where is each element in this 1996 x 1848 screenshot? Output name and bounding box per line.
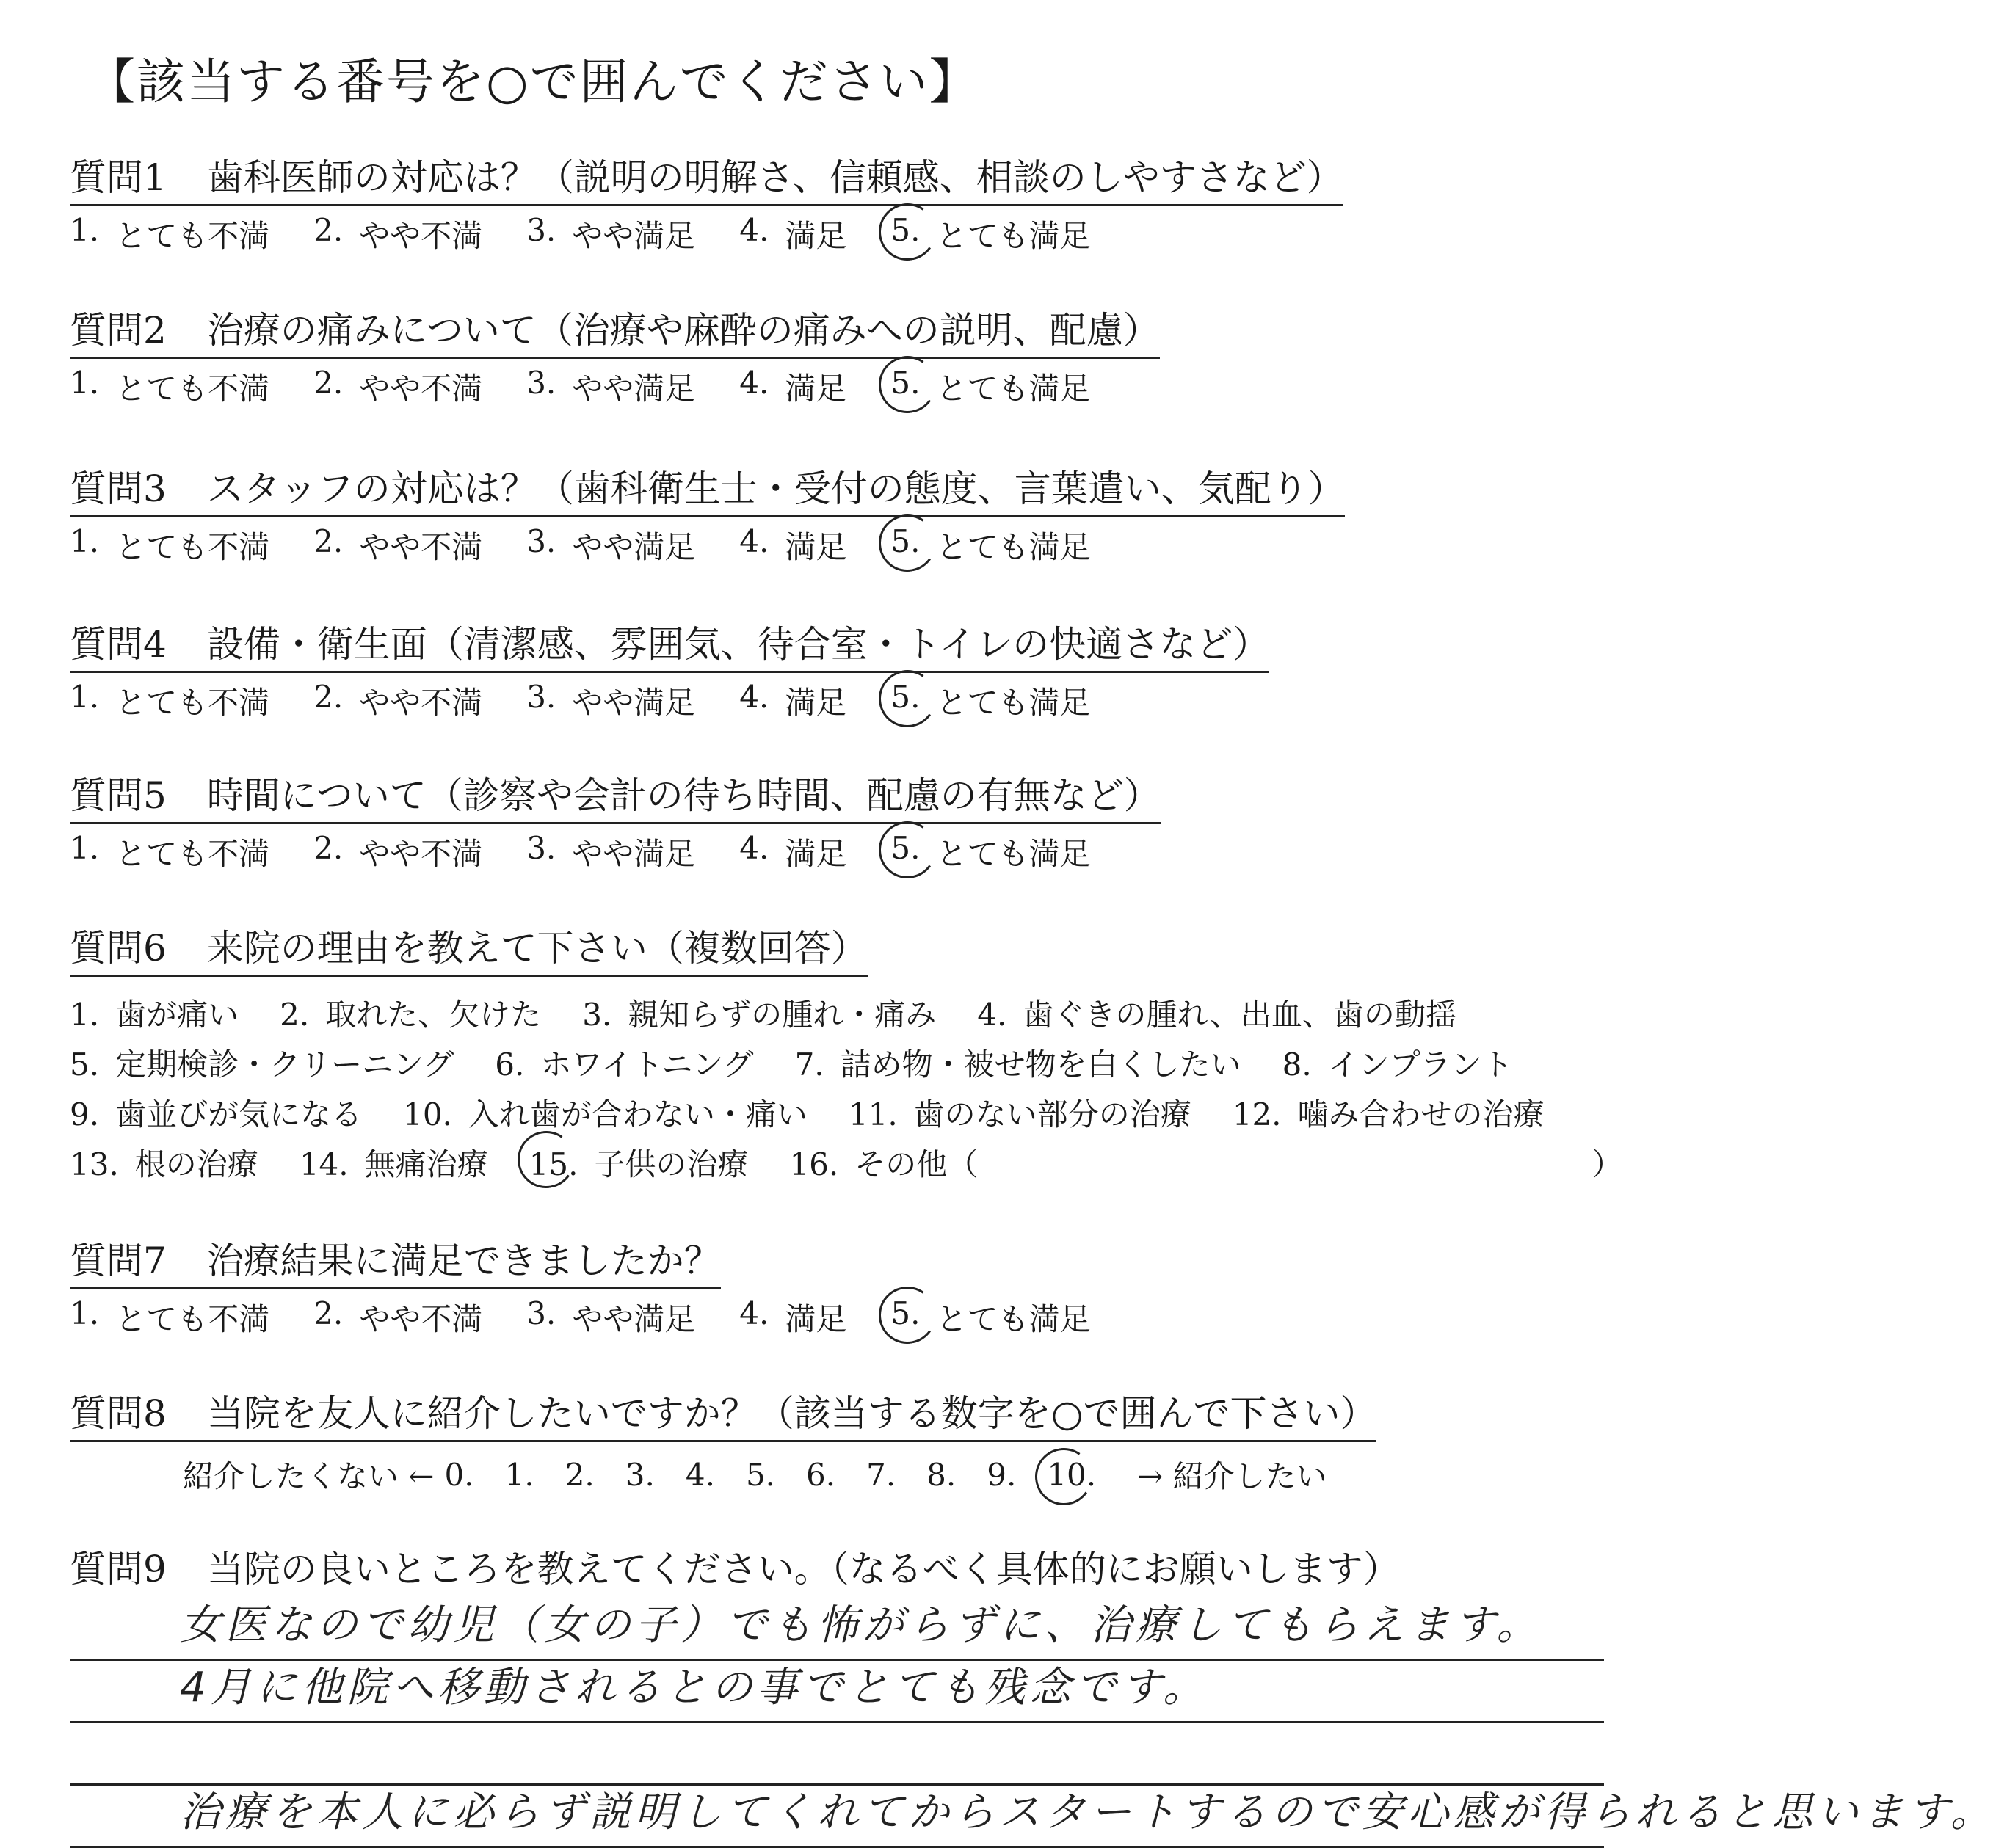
- option-number: 8.: [1282, 1047, 1312, 1083]
- question-8: [70, 1384, 1376, 1496]
- question-number: 質問4: [70, 623, 167, 666]
- option-3[interactable]: [526, 1295, 695, 1339]
- option-label: 歯ぐきの腫れ、出血、歯の動揺: [1023, 997, 1456, 1033]
- option-3[interactable]: [526, 523, 695, 567]
- option-label: 歯が痛い: [115, 997, 239, 1033]
- option-number: 1.: [70, 523, 100, 559]
- option-11[interactable]: [849, 1090, 1191, 1140]
- option-3[interactable]: [526, 212, 695, 256]
- question-number: 質問1: [70, 156, 167, 199]
- option-2[interactable]: [313, 365, 482, 409]
- question-number: 質問9: [70, 1548, 167, 1590]
- option-number: 5.: [70, 1047, 100, 1083]
- option-label: やや満足: [572, 685, 696, 721]
- option-number: 4.: [685, 1456, 715, 1493]
- option-label: とても不満: [115, 371, 270, 407]
- option-5[interactable]: [70, 1040, 454, 1090]
- question-title: [70, 1540, 1400, 1593]
- option-number: 4.: [739, 679, 769, 715]
- option-label: 根の治療: [134, 1146, 258, 1182]
- option-label: 満足: [785, 529, 847, 565]
- option-4[interactable]: [977, 990, 1456, 1040]
- answer-line[interactable]: [70, 1661, 1604, 1723]
- option-5[interactable]: [890, 523, 1090, 567]
- option-label: やや不満: [359, 218, 483, 254]
- option-15[interactable]: [529, 1140, 749, 1190]
- option-number: 3.: [582, 997, 612, 1033]
- question-text: 歯科医師の対応は？（説明の明解さ、信頼感、相談のしやすさなど）: [206, 156, 1343, 199]
- option-label: インプラント: [1327, 1047, 1513, 1083]
- option-label: 満足: [785, 1301, 847, 1337]
- options-row: [70, 990, 1622, 1040]
- option-number: 3.: [526, 365, 556, 401]
- options-row: [70, 679, 1269, 723]
- option-number: 4.: [977, 997, 1007, 1033]
- option-number: 3.: [526, 212, 556, 248]
- option-number: 16.: [789, 1146, 839, 1182]
- option-3[interactable]: [582, 990, 936, 1040]
- option-2[interactable]: [313, 830, 482, 874]
- question-text: 当院を友人に紹介したいですか？（該当する数字を○で囲んで下さい）: [206, 1392, 1377, 1435]
- option-3[interactable]: [526, 679, 695, 723]
- option-5[interactable]: [890, 365, 1090, 409]
- option-1[interactable]: [505, 1457, 534, 1493]
- option-number: 7.: [794, 1047, 824, 1083]
- answer-line[interactable]: [70, 1786, 1996, 1848]
- options-row: [70, 212, 1343, 256]
- option-5[interactable]: [890, 830, 1090, 874]
- option-1[interactable]: [70, 523, 269, 567]
- options-row: [70, 523, 1345, 567]
- option-2[interactable]: [313, 523, 482, 567]
- question-number: 質問7: [70, 1240, 167, 1282]
- option-label: 満足: [785, 685, 847, 721]
- option-number: 1.: [70, 830, 100, 866]
- question-text: 設備・衛生面（清潔感、雰囲気、待合室・トイレの快適さなど）: [206, 623, 1270, 666]
- option-number: 12.: [1232, 1096, 1282, 1132]
- option-number: 2.: [565, 1456, 595, 1493]
- option-label: とても不満: [115, 218, 270, 254]
- option-1[interactable]: [70, 830, 269, 874]
- option-number: 6.: [806, 1456, 836, 1493]
- option-label: 子供の治療: [594, 1146, 749, 1182]
- option-number: 3.: [526, 679, 556, 715]
- option-number: 3.: [625, 1456, 655, 1493]
- option-10[interactable]: [1047, 1457, 1096, 1493]
- option-label: やや満足: [572, 371, 696, 407]
- option-number: 4.: [739, 830, 769, 866]
- question-title: [70, 1384, 1376, 1442]
- option-label: やや満足: [572, 836, 696, 872]
- option-6[interactable]: [495, 1040, 753, 1090]
- recommend-scale: [173, 1452, 1376, 1496]
- option-label: とても不満: [115, 529, 270, 565]
- answer-line[interactable]: [70, 1723, 1604, 1786]
- options-row: [70, 365, 1160, 409]
- option-label: 詰め物・被せ物を白くしたい: [840, 1047, 1241, 1083]
- page-heading: 【該当する番号を○で囲んでください】: [87, 54, 979, 110]
- option-number: 7.: [866, 1456, 896, 1493]
- free-answer-area: [70, 1598, 1996, 1848]
- option-number: 1.: [70, 679, 100, 715]
- option-number: 0.: [444, 1456, 474, 1493]
- option-6[interactable]: [806, 1457, 835, 1493]
- option-number: 5.: [890, 523, 920, 567]
- question-1: [70, 148, 1343, 256]
- options-row: [70, 830, 1161, 874]
- option-1[interactable]: [70, 212, 269, 256]
- option-10[interactable]: [403, 1090, 808, 1140]
- question-number: 質問6: [70, 927, 167, 970]
- option-label: やや満足: [572, 1301, 696, 1337]
- question-2: [70, 301, 1160, 409]
- option-1[interactable]: [70, 365, 269, 409]
- option-4[interactable]: [739, 523, 846, 567]
- option-5[interactable]: [890, 212, 1090, 256]
- option-label: やや不満: [359, 1301, 483, 1337]
- option-4[interactable]: [739, 830, 846, 874]
- question-9: [70, 1540, 1400, 1593]
- option-number: 4.: [739, 523, 769, 559]
- option-5[interactable]: [890, 679, 1090, 723]
- option-label: 噛み合わせの治療: [1297, 1096, 1545, 1132]
- option-number: 10.: [403, 1096, 452, 1132]
- option-3[interactable]: [526, 830, 695, 874]
- option-4[interactable]: [686, 1457, 715, 1493]
- option-label: とても満足: [936, 685, 1091, 721]
- question-number: 質問8: [70, 1392, 167, 1435]
- option-number: 5.: [890, 679, 920, 723]
- option-4[interactable]: [739, 212, 846, 256]
- option-label: やや不満: [359, 836, 483, 872]
- option-number: 9.: [70, 1096, 100, 1132]
- option-label: やや不満: [359, 685, 483, 721]
- question-5: [70, 766, 1161, 874]
- option-label: 入れ歯が合わない・痛い: [468, 1096, 808, 1132]
- option-label: とても満足: [936, 371, 1091, 407]
- option-number: 10.: [1047, 1456, 1097, 1493]
- option-label: とても不満: [115, 1301, 270, 1337]
- option-label: やや不満: [359, 371, 483, 407]
- options-row: [70, 1295, 1134, 1339]
- option-number: 4.: [739, 1295, 769, 1331]
- handwritten-answer: 4月に他院へ移動されるとの事でとても残念です。: [180, 1664, 1209, 1711]
- option-label: やや満足: [572, 218, 696, 254]
- option-number: 3.: [526, 1295, 556, 1331]
- options-row: [70, 1040, 1622, 1090]
- option-number: 5.: [890, 1295, 920, 1339]
- option-8[interactable]: [926, 1457, 956, 1493]
- option-label: とても不満: [115, 685, 270, 721]
- option-number: 2.: [313, 830, 344, 866]
- option-number: 4.: [739, 365, 769, 401]
- option-4[interactable]: [739, 679, 846, 723]
- question-7: [70, 1232, 1134, 1339]
- option-number: 11.: [848, 1096, 898, 1132]
- option-9[interactable]: [987, 1457, 1016, 1493]
- option-label: 満足: [785, 836, 847, 872]
- option-number: 1.: [504, 1456, 534, 1493]
- option-number: 4.: [739, 212, 769, 248]
- option-label: ホワイトニング: [540, 1047, 754, 1083]
- option-12[interactable]: [1233, 1090, 1545, 1140]
- option-number: 8.: [926, 1456, 957, 1493]
- option-label: その他（: [854, 1146, 979, 1182]
- options-row: [70, 1090, 1622, 1140]
- question-title: [70, 615, 1269, 673]
- option-2[interactable]: [313, 1295, 482, 1339]
- option-7[interactable]: [795, 1040, 1241, 1090]
- option-number: 2.: [280, 997, 310, 1033]
- option-number: 13.: [70, 1146, 119, 1182]
- option-label: 歯のない部分の治療: [913, 1096, 1191, 1132]
- option-number: 6.: [495, 1047, 525, 1083]
- option-label: 無痛治療: [364, 1146, 488, 1182]
- question-number: 質問3: [70, 468, 167, 510]
- option-2[interactable]: [313, 212, 482, 256]
- option-number: 1.: [70, 365, 100, 401]
- option-number: 5.: [890, 212, 920, 256]
- option-9[interactable]: [70, 1090, 362, 1140]
- other-close-paren: ）: [1592, 1146, 1623, 1182]
- question-title: [70, 766, 1161, 824]
- option-1[interactable]: [70, 679, 269, 723]
- option-number: 9.: [987, 1456, 1017, 1493]
- question-title: [70, 1232, 721, 1289]
- question-title: [70, 919, 868, 977]
- option-label: やや不満: [359, 529, 483, 565]
- question-title: [70, 301, 1160, 359]
- option-label: とても満足: [936, 529, 1091, 565]
- option-label: とても不満: [115, 836, 270, 872]
- question-number: 質問2: [70, 309, 167, 352]
- option-7[interactable]: [866, 1457, 896, 1493]
- question-text: 治療結果に満足できましたか？: [206, 1240, 721, 1282]
- option-label: 満足: [785, 371, 847, 407]
- options-row: [70, 1140, 1622, 1190]
- option-label: とても満足: [936, 836, 1091, 872]
- question-6: [70, 919, 1622, 1190]
- options-list: [70, 990, 1622, 1190]
- handwritten-answer: 女医なので幼児（女の子）でも怖がらずに、治療してもらえます。: [180, 1601, 1542, 1649]
- question-4: [70, 615, 1269, 723]
- option-4[interactable]: [739, 1295, 846, 1339]
- option-2[interactable]: [313, 679, 482, 723]
- option-3[interactable]: [625, 1457, 655, 1493]
- question-3: [70, 459, 1345, 567]
- option-number: 5.: [890, 365, 920, 409]
- option-number: 1.: [70, 997, 100, 1033]
- option-2[interactable]: [280, 990, 541, 1040]
- option-number: 1.: [70, 1295, 100, 1331]
- option-number: 14.: [299, 1146, 349, 1182]
- option-label: 満足: [785, 218, 847, 254]
- option-2[interactable]: [565, 1457, 595, 1493]
- scale-left-label: 紹介したくない ←: [183, 1458, 435, 1494]
- option-label: 定期検診・クリーニング: [115, 1047, 454, 1083]
- option-5[interactable]: [890, 1295, 1090, 1339]
- question-text: スタッフの対応は？（歯科衛生士・受付の態度、言葉遣い、気配り）: [206, 468, 1345, 510]
- option-label: 親知らずの腫れ・痛み: [628, 997, 937, 1033]
- question-text: 来院の理由を教えて下さい（複数回答）: [206, 927, 868, 970]
- option-number: 5.: [745, 1456, 776, 1493]
- question-text: 当院の良いところを教えてください。（なるべく具体的にお願いします）: [206, 1548, 1400, 1590]
- option-4[interactable]: [739, 365, 846, 409]
- option-number: 5.: [890, 830, 920, 874]
- option-number: 1.: [70, 212, 100, 248]
- scale-right-label: → 紹介したい: [1137, 1458, 1327, 1494]
- handwritten-answer: 治療を本人に必らず説明してくれてからスタートするので安心感が得られると思います。: [180, 1789, 1996, 1836]
- option-number: 15.: [529, 1140, 578, 1190]
- option-label: とても満足: [936, 1301, 1091, 1337]
- option-3[interactable]: [526, 365, 695, 409]
- option-label: やや満足: [572, 529, 696, 565]
- option-number: 2.: [313, 679, 344, 715]
- option-label: 取れた、欠けた: [325, 997, 542, 1033]
- option-14[interactable]: [300, 1140, 488, 1190]
- question-number: 質問5: [70, 774, 167, 817]
- option-number: 3.: [526, 830, 556, 866]
- option-number: 3.: [526, 523, 556, 559]
- option-13[interactable]: [70, 1140, 258, 1190]
- option-label: 歯並びが気になる: [115, 1096, 363, 1132]
- option-number: 2.: [313, 1295, 344, 1331]
- question-text: 時間について（診察や会計の待ち時間、配慮の有無など）: [206, 774, 1161, 817]
- question-text: 治療の痛みについて（治療や麻酔の痛みへの説明、配慮）: [206, 309, 1160, 352]
- answer-line[interactable]: [70, 1598, 1604, 1661]
- option-label: とても満足: [936, 218, 1091, 254]
- option-0[interactable]: [445, 1457, 474, 1493]
- option-number: 2.: [313, 212, 344, 248]
- option-1[interactable]: [70, 990, 239, 1040]
- question-title: [70, 148, 1343, 206]
- option-1[interactable]: [70, 1295, 269, 1339]
- option-number: 2.: [313, 365, 344, 401]
- option-16[interactable]: [789, 1140, 978, 1190]
- option-8[interactable]: [1282, 1040, 1513, 1090]
- question-title: [70, 459, 1345, 517]
- option-number: 2.: [313, 523, 344, 559]
- option-5[interactable]: [746, 1457, 775, 1493]
